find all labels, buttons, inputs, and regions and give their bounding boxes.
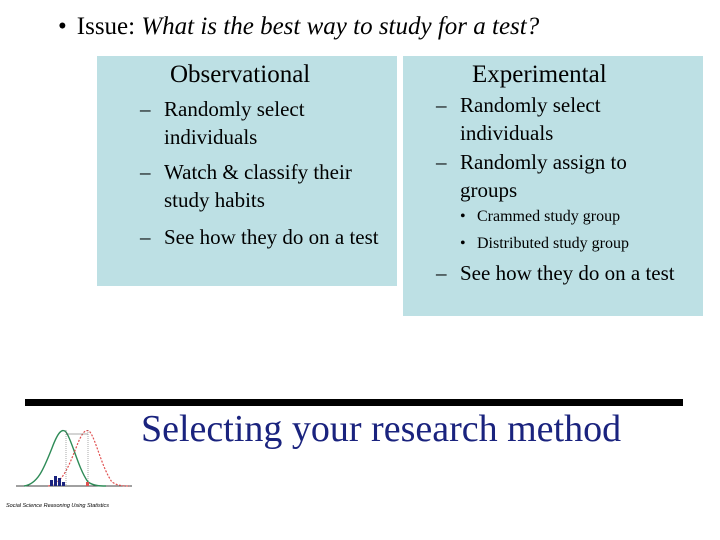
observational-item <box>140 223 385 251</box>
dash: – <box>436 93 447 117</box>
dash: – <box>140 225 151 249</box>
issue-label: Issue: <box>76 13 142 40</box>
experimental-item <box>436 91 666 147</box>
dash: – <box>140 97 151 121</box>
logo-bar <box>50 480 53 486</box>
experimental-item <box>436 259 691 287</box>
logo-bar <box>58 478 61 486</box>
experimental-subitem-text: Crammed study group <box>477 208 621 225</box>
experimental-item-text: Randomly select individuals <box>460 93 601 145</box>
dash: – <box>436 150 447 174</box>
observational-item <box>140 158 395 214</box>
experimental-subitem <box>460 203 620 230</box>
logo-caption: Social Science Reasoning Using Statistics <box>6 503 110 509</box>
issue-question: What is the best way to study for a test? <box>141 13 540 40</box>
dash: – <box>436 261 447 285</box>
experimental-title: Experimental <box>472 61 607 88</box>
logo-bar <box>54 476 57 486</box>
observational-item-text: See how they do on a test <box>164 225 379 249</box>
observational-item <box>140 95 385 151</box>
logo-right-curve <box>48 431 130 486</box>
bullet: • <box>460 235 466 252</box>
observational-box <box>97 56 397 286</box>
dash: – <box>140 160 151 184</box>
experimental-item <box>436 148 666 204</box>
experimental-subitem-text: Distributed study group <box>477 235 629 252</box>
experimental-subitem <box>460 230 629 257</box>
logo-bar <box>86 482 89 486</box>
observational-item-text: Watch & classify their study habits <box>164 160 352 212</box>
bullet: • <box>460 208 466 225</box>
experimental-item-text: See how they do on a test <box>460 261 675 285</box>
observational-item-text: Randomly select individuals <box>164 97 305 149</box>
divider-rule <box>25 399 683 406</box>
issue-line <box>58 12 539 42</box>
observational-title: Observational <box>170 61 311 88</box>
bullet: • <box>58 13 67 40</box>
experimental-item-text: Randomly assign to groups <box>460 150 627 202</box>
logo-bar <box>62 482 65 486</box>
experimental-box <box>403 56 703 316</box>
slide-title: Selecting your research method <box>141 408 622 450</box>
